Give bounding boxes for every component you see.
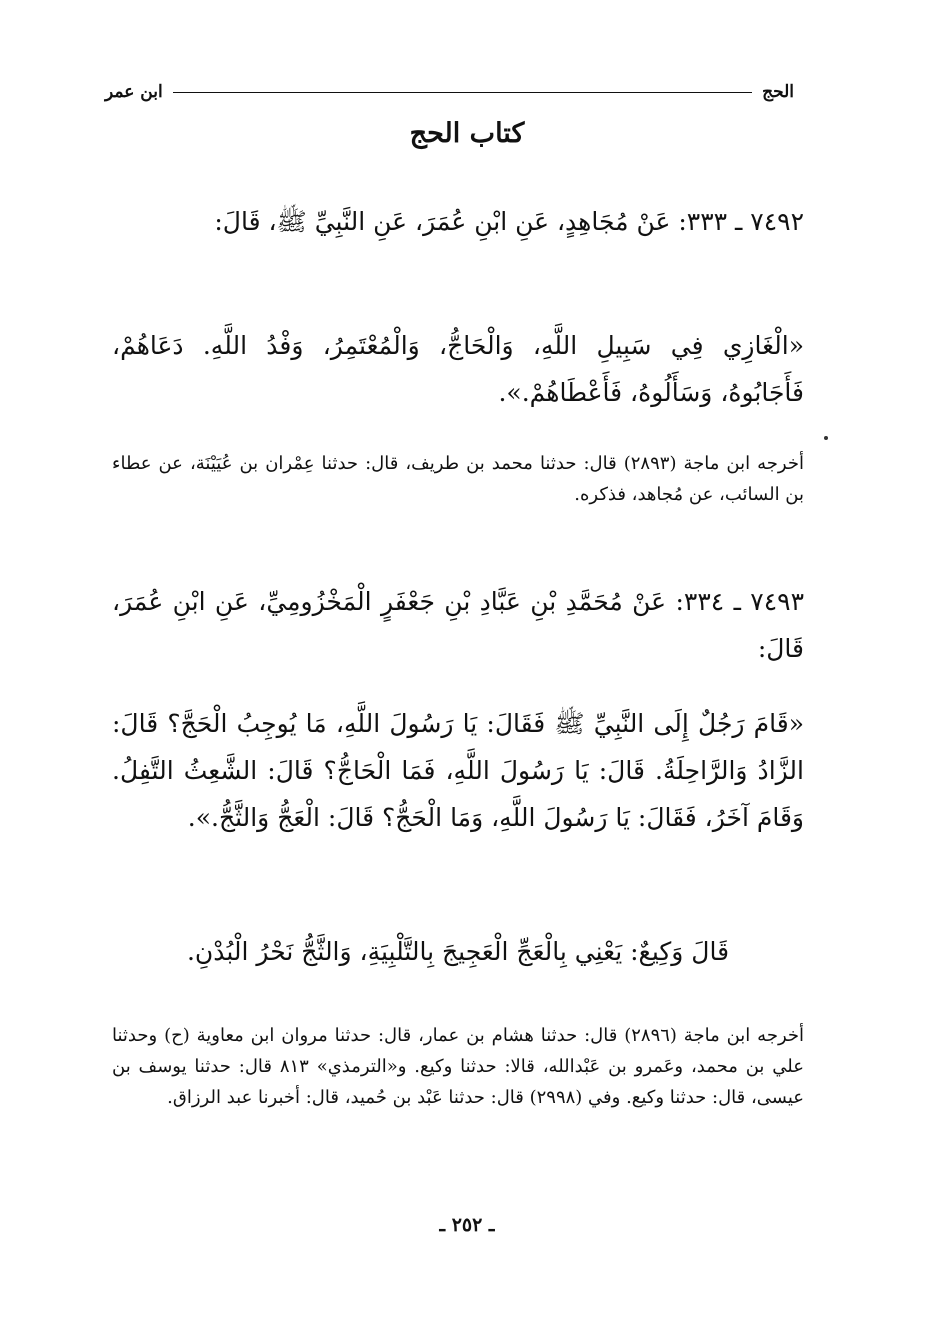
hadith-1-intro: ٧٤٩٢ ـ ٣٣٣: عَنْ مُجَاهِدٍ، عَنِ ابْنِ عُمَرَ، عَنِ النَّبِيِّ ﷺ، قَالَ: — [214, 207, 804, 236]
hadith-1-text: «الْغَازِي فِي سَبِيلِ اللَّهِ، وَالْحَاجُّ، وَالْمُعْتَمِرُ، وَفْدُ اللَّهِ. دَعَاهُمْ، فَأَجَابُوهُ، وَسَأَلُوهُ، فَأَعْطَاهُمْ.». — [112, 331, 804, 407]
hadith-2-note: أخرجه ابن ماجة (٢٨٩٦) قال: حدثنا هشام بن عمار، قال: حدثنا مروان ابن معاوية (ح) وحدثنا علي بن محمد، وعَمرو بن عَبْدالله، قالا: حدثنا وكيع. و«الترمذي» ٨١٣ قال: حدثنا يوسف بن عيسى، قال: حدثنا وكيع. وفي (٢٩٩٨) قال: حدثنا عَبْد بن حُميد، قال: أخبرنا عبد الرزاق. — [112, 1025, 805, 1108]
running-header — [105, 78, 794, 106]
hadith-2-text: «قَامَ رَجُلٌ إِلَى النَّبِيِّ ﷺ فَقَالَ: يَا رَسُولَ اللَّهِ، مَا يُوجِبُ الْحَجَّ؟ قَالَ: الزَّادُ وَالرَّاحِلَةُ. قَالَ: يَا رَسُولَ اللَّهِ، فَمَا الْحَاجُّ؟ قَالَ: الشَّعِثُ التَّفِلُ. وَقَامَ آخَرُ، فَقَالَ: يَا رَسُولَ اللَّهِ، وَمَا الْحَجُّ؟ قَالَ: الْعَجُّ وَالثَّجُّ.». — [112, 709, 804, 832]
stray-dot — [824, 436, 828, 440]
header-rule — [173, 92, 752, 93]
wakee-saying: قَالَ وَكِيعٌ: يَعْنِي بِالْعَجِّ الْعَجِيجَ بِالتَّلْبِيَةِ، وَالثَّجُّ نَحْرُ الْبُدْنِ. — [186, 937, 730, 966]
header-narrator-name: ابن عمر — [105, 82, 163, 102]
hadith-2-intro: ٧٤٩٣ ـ ٣٣٤: عَنْ مُحَمَّدِ بْنِ عَبَّادِ بْنِ جَعْفَرٍ الْمَخْزُومِيِّ، عَنِ ابْنِ عُمَرَ، قَالَ: — [112, 587, 804, 663]
book-title: كتاب الحج — [409, 118, 525, 149]
header-chapter-name: الحج — [762, 82, 794, 102]
page-number: ـ ٢٥٢ ـ — [439, 1214, 495, 1236]
hadith-1-note: أخرجه ابن ماجة (٢٨٩٣) قال: حدثنا محمد بن طريف، قال: حدثنا عِمْران بن عُيَيْنَة، عن عطاء بن السائب، عن مُجاهد، فذكره. — [112, 453, 804, 505]
